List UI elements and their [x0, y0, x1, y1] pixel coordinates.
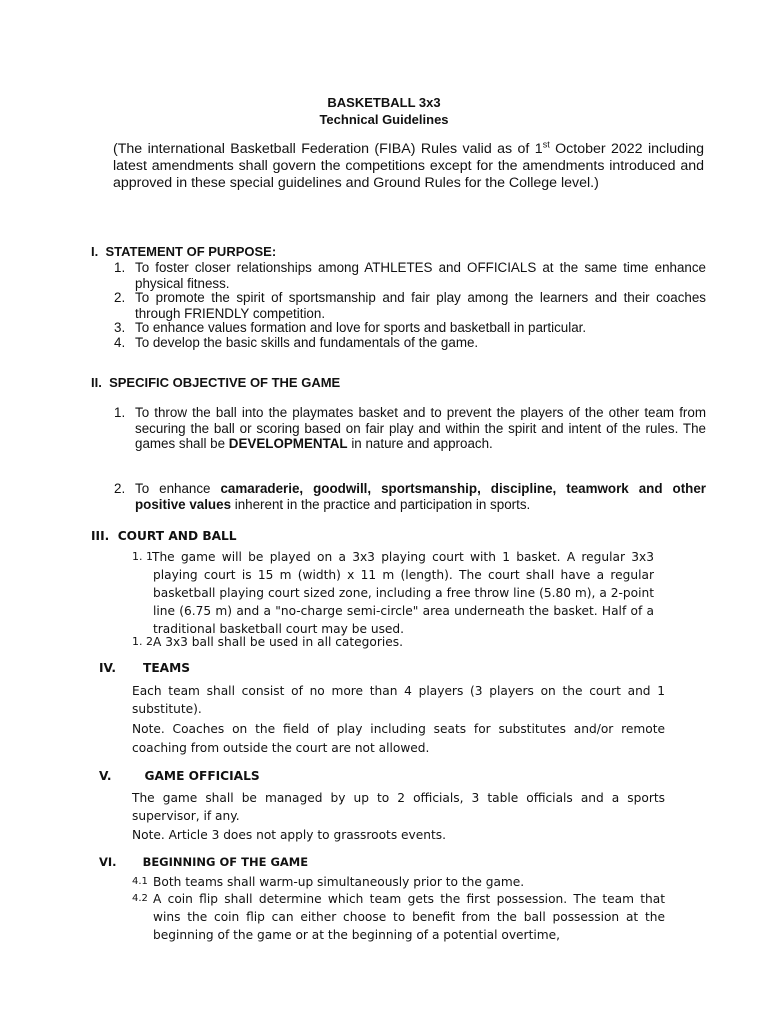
section-2-heading: [91, 375, 340, 391]
section-5-heading: [99, 769, 260, 783]
list-item-number: 2.: [114, 290, 126, 305]
section-1-heading: [91, 244, 276, 260]
objective-1-text-end: in nature and approach.: [347, 436, 493, 451]
intro-text-start: (The international Basketball Federation (FIBA) Rules valid as of 1: [113, 141, 543, 157]
objective-2-text-end: inherent in the practice and participation in sports.: [231, 496, 531, 512]
list-item-text: [135, 405, 706, 452]
list-item-text: To enhance values formation and love for sports and basketball in particular.: [135, 320, 587, 335]
intro-paragraph: [113, 141, 704, 192]
section-3-heading: [91, 529, 237, 543]
officials-note: Note. Article 3 does not apply to grassroots events.: [132, 828, 446, 842]
section-4-title: TEAMS: [143, 661, 191, 675]
list-item-number: 1.: [114, 260, 126, 275]
objective-1-text: To throw the ball into the playmates basket and to prevent the players of the other team from securing the ball or scoring based on fair play and within the spirit and intent of the rules. The games shall be: [135, 405, 706, 451]
list-item-number: 3.: [114, 320, 126, 335]
teams-paragraph: Each team shall consist of no more than 4 players (3 players on the court and 1 substitute).: [132, 684, 665, 716]
list-item-number: 4.1: [132, 876, 148, 887]
list-item-number: 1. 2: [132, 635, 153, 648]
objective-2-emphasis: camaraderie, goodwill, sportsmanship, discipline, teamwork and other positive values: [135, 481, 706, 512]
intro-text-end: October 2022 including latest amendments shall govern the competitions except for the amendments introduced and approved in these special guidelines and Ground Rules for the College level.): [113, 141, 704, 191]
list-item-number: 1.: [114, 405, 126, 420]
section-4-heading: [99, 661, 190, 675]
list-item-text: To promote the spirit of sportsmanship and fair play among the learners and their coaches through FRIENDLY competition.: [135, 290, 706, 321]
intro-superscript: st: [542, 139, 550, 150]
list-item-text: A coin flip shall determine which team gets the first possession. The team that wins the coin flip can either choose to benefit from the ball possession at the beginning of the game or at the beginning of a potential overtime,: [153, 892, 665, 942]
section-2-number: II.: [91, 375, 102, 390]
officials-paragraph: The game shall be managed by up to 2 officials, 3 table officials and a sports supervisor, if any.: [132, 791, 665, 823]
section-5-number: V.: [99, 769, 112, 783]
list-item-number: 2.: [114, 481, 126, 496]
list-item-text: To develop the basic skills and fundamentals of the game.: [135, 335, 479, 350]
section-2-title: SPECIFIC OBJECTIVE OF THE GAME: [109, 375, 341, 390]
list-item-number: 1. 1: [132, 550, 153, 563]
section-6-number: VI.: [99, 855, 117, 869]
list-item-number: 4.2: [132, 893, 148, 904]
section-5-title: GAME OFFICIALS: [144, 769, 260, 783]
section-1-title: STATEMENT OF PURPOSE:: [105, 244, 277, 259]
list-item-text: To foster closer relationships among ATHLETES and OFFICIALS at the same time enhance physical fitness.: [135, 260, 706, 291]
section-1-number: I.: [91, 244, 99, 259]
list-item-number: 4.: [114, 335, 126, 350]
section-3-number: III.: [91, 529, 110, 543]
list-item-text: The game will be played on a 3x3 playing court with 1 basket. A regular 3x3 playing court is 15 m (width) x 11 m (length). The court shall have a regular basketball playing court sized zone, including a free throw line (5.80 m), a 2-point line (6.75 m) and a "no-charge semi-circle" area underneath the basket. Half of a traditional basketball court may be used.: [152, 550, 654, 636]
teams-note: Note. Coaches on the field of play including seats for substitutes and/or remote coaching from outside the court are not allowed.: [132, 722, 665, 755]
list-item-text: A 3x3 ball shall be used in all categories.: [153, 635, 403, 649]
objective-1-emphasis: DEVELOPMENTAL: [228, 436, 348, 451]
document-title: BASKETBALL 3x3: [327, 95, 441, 110]
section-4-number: IV.: [99, 661, 117, 675]
section-6-title: BEGINNING OF THE GAME: [142, 855, 309, 869]
objective-2-text: To enhance: [135, 481, 221, 496]
list-item-text: Both teams shall warm-up simultaneously prior to the game.: [153, 875, 525, 889]
list-item-text: [135, 481, 706, 512]
section-6-heading: [99, 855, 308, 869]
document-subtitle: Technical Guidelines: [319, 112, 449, 127]
section-3-title: COURT AND BALL: [117, 529, 237, 543]
